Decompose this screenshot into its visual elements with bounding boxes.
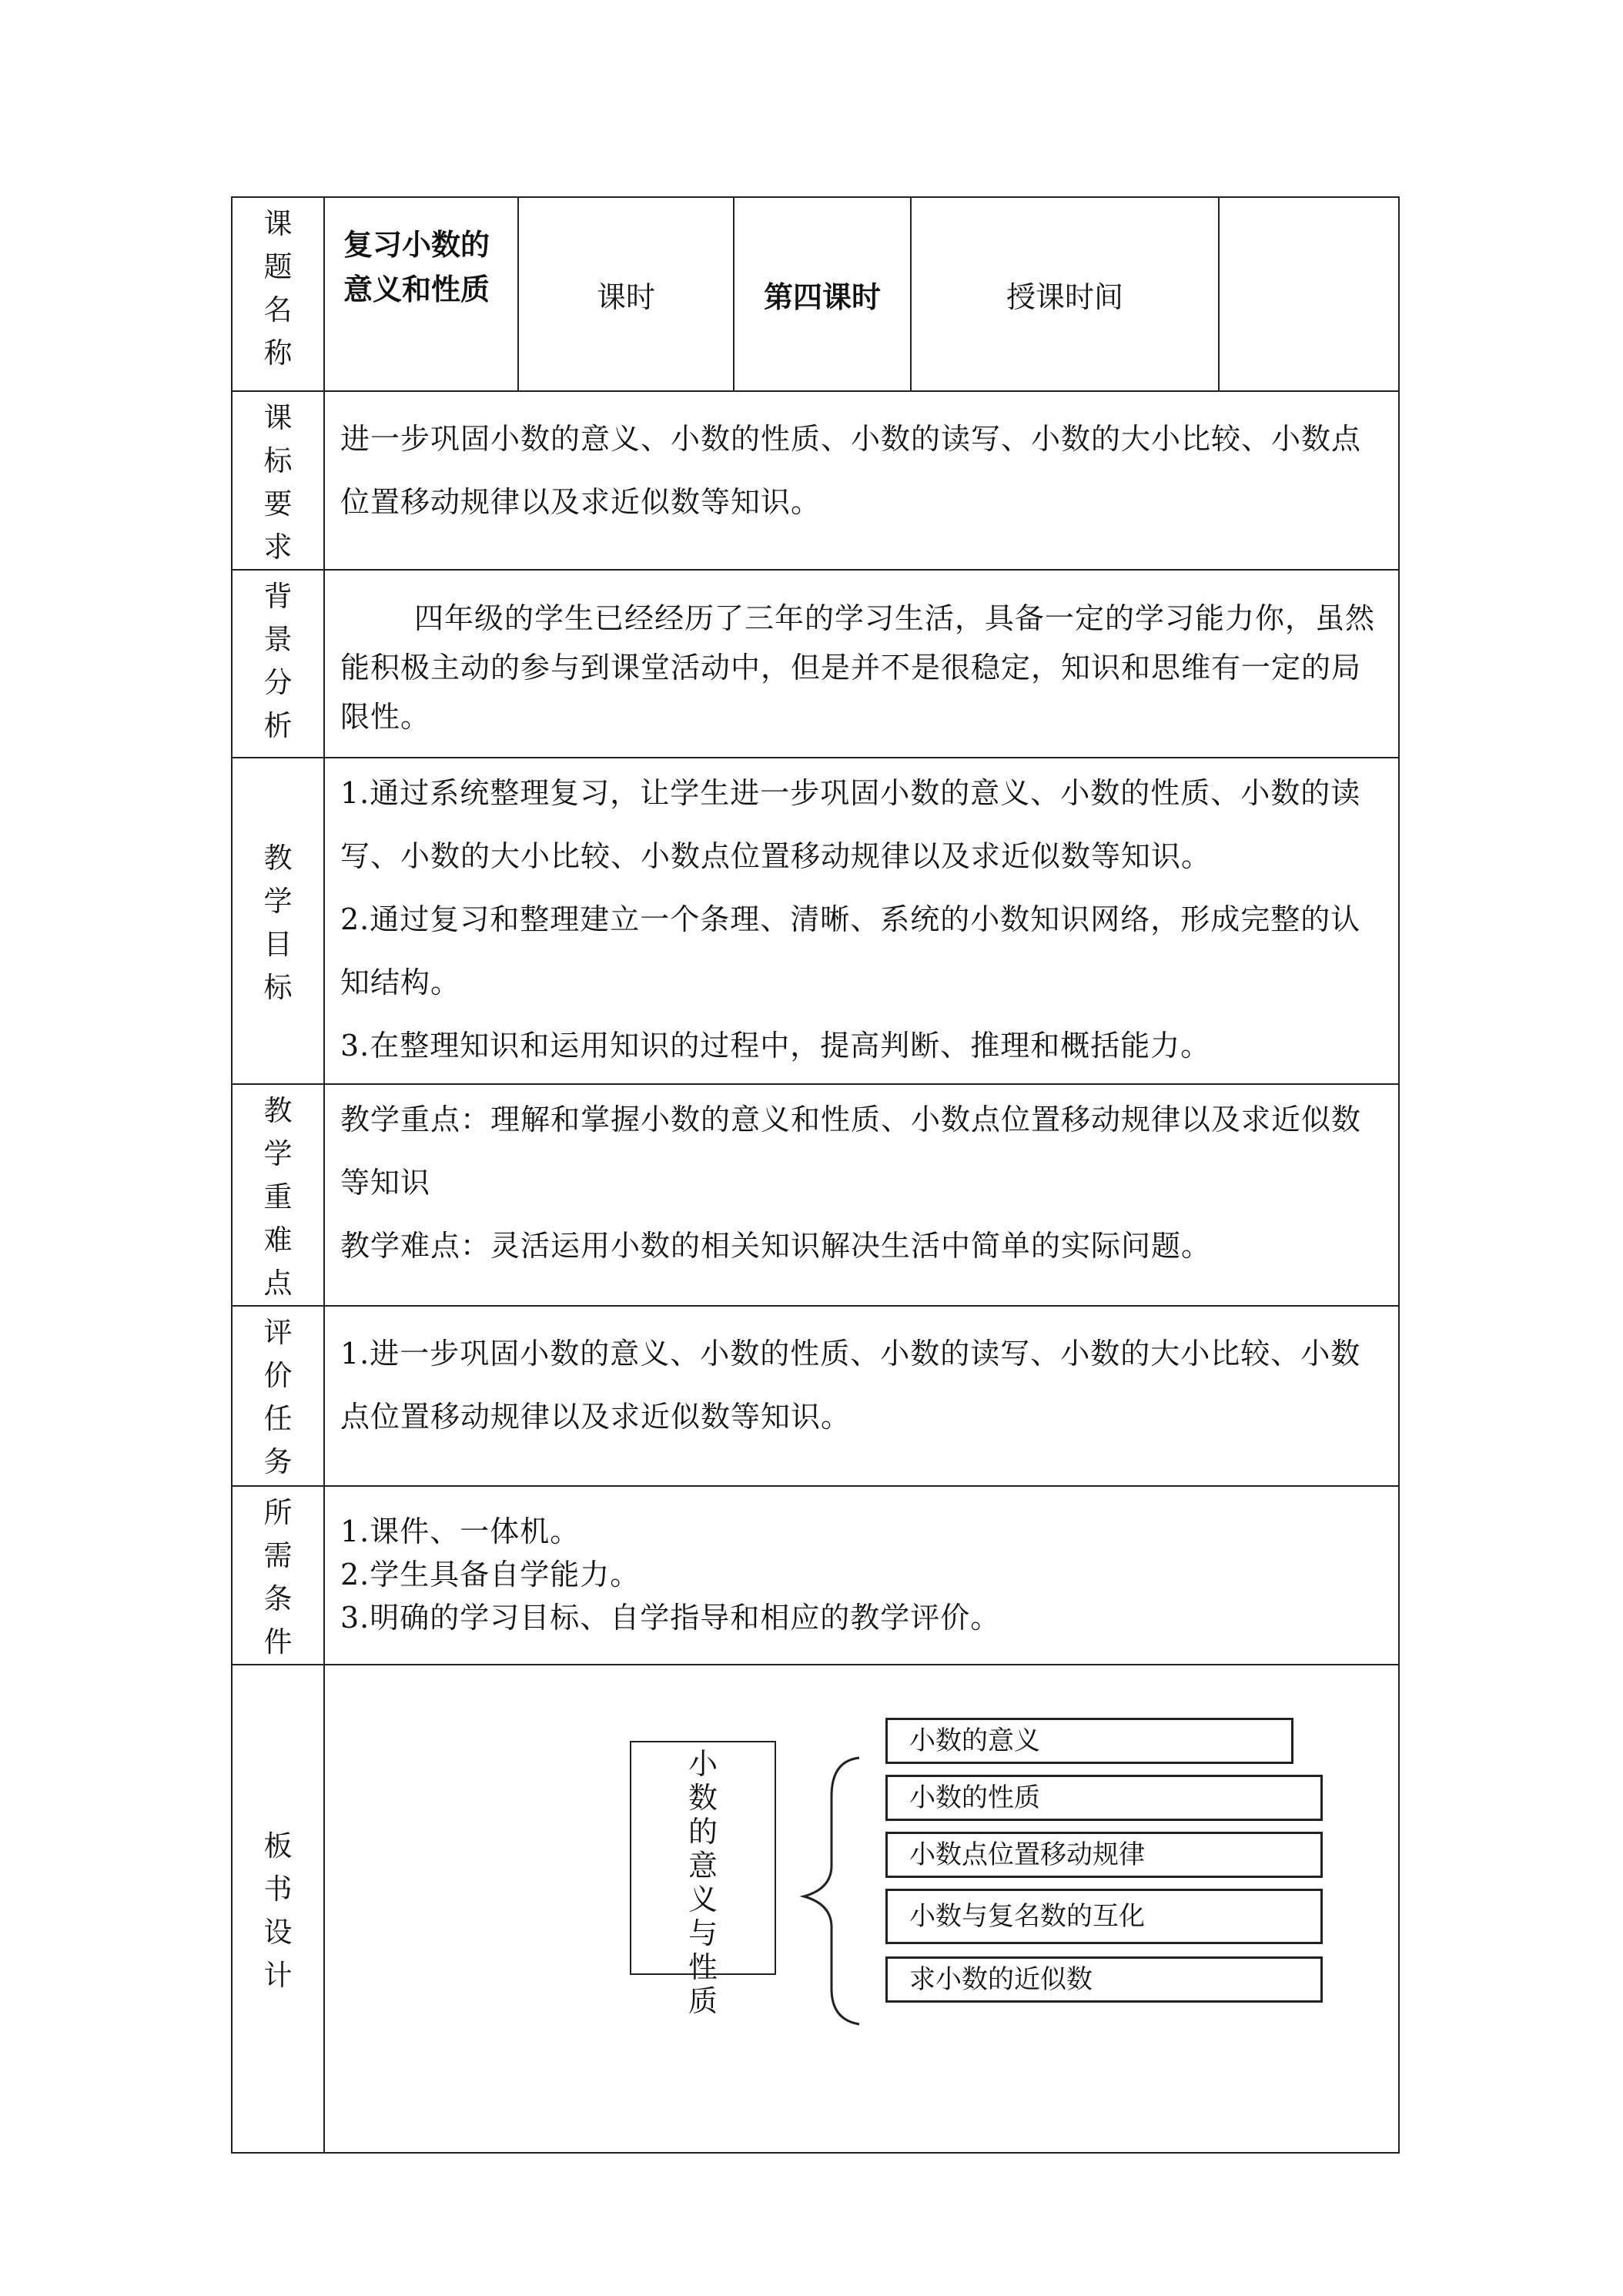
brace-icon — [798, 1750, 882, 2043]
condition-item: 3.明确的学习目标、自学指导和相应的教学评价。 — [340, 1601, 1001, 1635]
conditions-list — [324, 1486, 1399, 1665]
evaluation-label: 评 价 任 务 — [232, 1306, 324, 1486]
goal-item: 1.通过系统整理复习，让学生进一步巩固小数的意义、小数的性质、小数的读写、小数的大小比较、小数点位置移动规律以及求近似数等知识。 — [340, 776, 1361, 873]
class-hour-label: 课时 — [518, 197, 734, 391]
key-points-label: 教 学 重 难 点 — [232, 1084, 324, 1306]
board-item: 求小数的近似数 — [885, 1956, 1323, 2003]
board-item: 小数的性质 — [885, 1775, 1323, 1821]
background-row — [232, 570, 1399, 758]
goal-item: 2.通过复习和整理建立一个条理、清晰、系统的小数知识网络，形成完整的认知结构。 — [340, 902, 1361, 999]
evaluation-row — [232, 1306, 1399, 1486]
teaching-focus: 教学重点：理解和掌握小数的意义和性质、小数点位置移动规律以及求近似数等知识 — [340, 1103, 1362, 1200]
board-item: 小数的意义 — [885, 1718, 1293, 1764]
course-title: 复习小数的意义和性质 — [324, 197, 518, 391]
teach-time-label: 授课时间 — [911, 197, 1219, 391]
board-root-box — [630, 1741, 776, 2018]
board-item: 小数与复名数的互化 — [885, 1889, 1323, 1944]
board-design — [324, 1665, 1399, 2153]
curriculum-row — [232, 391, 1399, 570]
board-row — [232, 1665, 1399, 2153]
goal-item: 3.在整理知识和运用知识的过程中，提高判断、推理和概括能力。 — [340, 1029, 1211, 1063]
course-name-label: 课 题 名 称 — [232, 197, 324, 391]
condition-item: 1.课件、一体机。 — [340, 1514, 581, 1548]
key-points-row — [232, 1084, 1399, 1306]
curriculum-label: 课 标 要 求 — [232, 391, 324, 570]
curriculum-text: 进一步巩固小数的意义、小数的性质、小数的读写、小数的大小比较、小数点位置移动规律以及求近似数等知识。 — [324, 391, 1399, 570]
conditions-row — [232, 1486, 1399, 1665]
teach-time-value — [1219, 197, 1399, 391]
class-hour-value: 第四课时 — [734, 197, 911, 391]
goals-label: 教 学 目 标 — [232, 758, 324, 1084]
conditions-label: 所 需 条 件 — [232, 1486, 324, 1665]
teaching-difficulty: 教学难点：灵活运用小数的相关知识解决生活中简单的实际问题。 — [340, 1229, 1212, 1263]
board-item: 小数点位置移动规律 — [885, 1832, 1323, 1878]
board-label: 板 书 设 计 — [232, 1665, 324, 2153]
board-root-text: 小 数 的 意 义 与 性 质 — [688, 1747, 718, 2018]
title-row — [232, 197, 1399, 391]
lesson-plan-table — [231, 196, 1400, 2154]
goals-list — [324, 758, 1399, 1084]
key-points-text — [324, 1084, 1399, 1306]
background-text: 四年级的学生已经经历了三年的学习生活，具备一定的学习能力你，虽然能积极主动的参与到课堂活动中，但是并不是很稳定，知识和思维有一定的局限性。 — [324, 570, 1399, 758]
background-label: 背 景 分 析 — [232, 570, 324, 758]
goals-row — [232, 758, 1399, 1084]
evaluation-text: 1.进一步巩固小数的意义、小数的性质、小数的读写、小数的大小比较、小数点位置移动规律以及求近似数等知识。 — [324, 1306, 1399, 1486]
condition-item: 2.学生具备自学能力。 — [340, 1558, 641, 1591]
